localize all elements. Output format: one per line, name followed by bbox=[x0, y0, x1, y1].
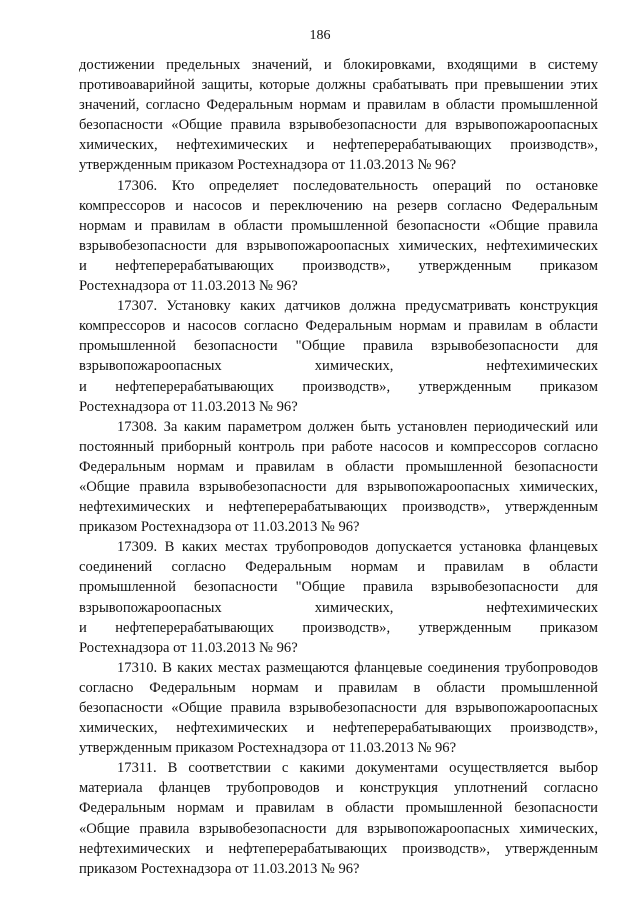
text-line: 17307. Установку каких датчиков должна предусматривать конструкция bbox=[117, 298, 598, 315]
text-line: компрессоров и насосов согласно Федеральным нормам и правилам в области bbox=[79, 318, 598, 335]
text-line: взрывопожароопасных химических, нефтехимических bbox=[79, 599, 598, 616]
paragraph-continuation bbox=[79, 55, 598, 176]
page-number: 186 bbox=[309, 28, 331, 43]
text-line: Федеральным нормам и правилам в области промышленной безопасности bbox=[79, 458, 598, 475]
text-line: 17306. Кто определяет последовательность операций по остановке bbox=[117, 177, 598, 194]
text-line: и нефтеперерабатывающих производств», утвержденным приказом bbox=[79, 257, 598, 274]
text-line: материала фланцев трубопроводов и конструкция уплотнений согласно bbox=[79, 780, 598, 797]
text-line: нефтехимических и нефтеперерабатывающих производств», утвержденным bbox=[79, 840, 598, 857]
text-line: взрывопожароопасных химических, нефтехимических bbox=[79, 358, 598, 375]
text-line: Ростехнадзора от 11.03.2013 № 96? bbox=[79, 278, 298, 295]
paragraph-17308 bbox=[79, 417, 598, 538]
text-line: химических, нефтехимических и нефтеперерабатывающих производств», bbox=[79, 720, 598, 737]
text-line: 17309. В каких местах трубопроводов допускается установка фланцевых bbox=[117, 539, 598, 556]
text-line: «Общие правила взрывобезопасности для взрывопожароопасных химических, bbox=[79, 478, 598, 495]
text-line: и нефтеперерабатывающих производств», утвержденным приказом bbox=[79, 378, 598, 395]
text-line: соединений согласно Федеральным нормам и правилам в области bbox=[79, 559, 598, 576]
text-line: нормам и правилам в области промышленной безопасности «Общие правила bbox=[79, 217, 598, 234]
text-line: 17308. За каким параметром должен быть установлен периодический или bbox=[117, 418, 598, 435]
text-line: промышленной безопасности "Общие правила взрывобезопасности для bbox=[79, 338, 598, 355]
text-line: противоаварийной защиты, которые должны срабатывать при превышении этих bbox=[79, 77, 598, 94]
text-line: приказом Ростехнадзора от 11.03.2013 № 96? bbox=[79, 519, 360, 536]
document-body bbox=[79, 55, 598, 879]
text-line: химических, нефтехимических и нефтеперерабатывающих производств», bbox=[79, 137, 598, 154]
text-line: Ростехнадзора от 11.03.2013 № 96? bbox=[79, 639, 298, 656]
text-line: достижении предельных значений, и блокировками, входящими в систему bbox=[79, 57, 598, 73]
text-line: приказом Ростехнадзора от 11.03.2013 № 96? bbox=[79, 860, 360, 877]
text-line: Ростехнадзора от 11.03.2013 № 96? bbox=[79, 398, 298, 415]
text-line: «Общие правила взрывобезопасности для взрывопожароопасных химических, bbox=[79, 820, 598, 837]
text-line: утвержденным приказом Ростехнадзора от 11.03.2013 № 96? bbox=[79, 740, 457, 757]
text-line: безопасности «Общие правила взрывобезопасности для взрывопожароопасных bbox=[79, 117, 598, 134]
text-line: согласно Федеральным нормам и правилам в области промышленной bbox=[79, 679, 598, 696]
text-line: безопасности «Общие правила взрывобезопасности для взрывопожароопасных bbox=[79, 700, 598, 716]
paragraph-17309 bbox=[79, 537, 598, 658]
text-line: взрывобезопасности для взрывопожароопасных химических, нефтехимических bbox=[79, 237, 598, 254]
paragraph-17311 bbox=[79, 758, 598, 879]
text-line: Федеральным нормам и правилам в области промышленной безопасности bbox=[79, 800, 598, 817]
text-line: нефтехимических и нефтеперерабатывающих производств», утвержденным bbox=[79, 499, 598, 516]
text-line: компрессоров и насосов и переключению на резерв согласно Федеральным bbox=[79, 197, 598, 214]
paragraph-17307 bbox=[79, 296, 598, 417]
text-line: утвержденным приказом Ростехнадзора от 11.03.2013 № 96? bbox=[79, 157, 457, 174]
paragraph-17306 bbox=[79, 176, 598, 297]
text-line: и нефтеперерабатывающих производств», утвержденным приказом bbox=[79, 619, 598, 636]
text-line: 17310. В каких местах размещаются фланцевые соединения трубопроводов bbox=[117, 659, 598, 676]
text-line: постоянный приборный контроль при работе насосов и компрессоров согласно bbox=[79, 438, 598, 455]
text-line: 17311. В соответствии с какими документами осуществляется выбор bbox=[117, 760, 598, 777]
text-line: значений, согласно Федеральным нормам и правилам в области промышленной bbox=[79, 97, 598, 114]
paragraph-17310 bbox=[79, 658, 598, 758]
text-line: промышленной безопасности "Общие правила взрывобезопасности для bbox=[79, 579, 598, 596]
